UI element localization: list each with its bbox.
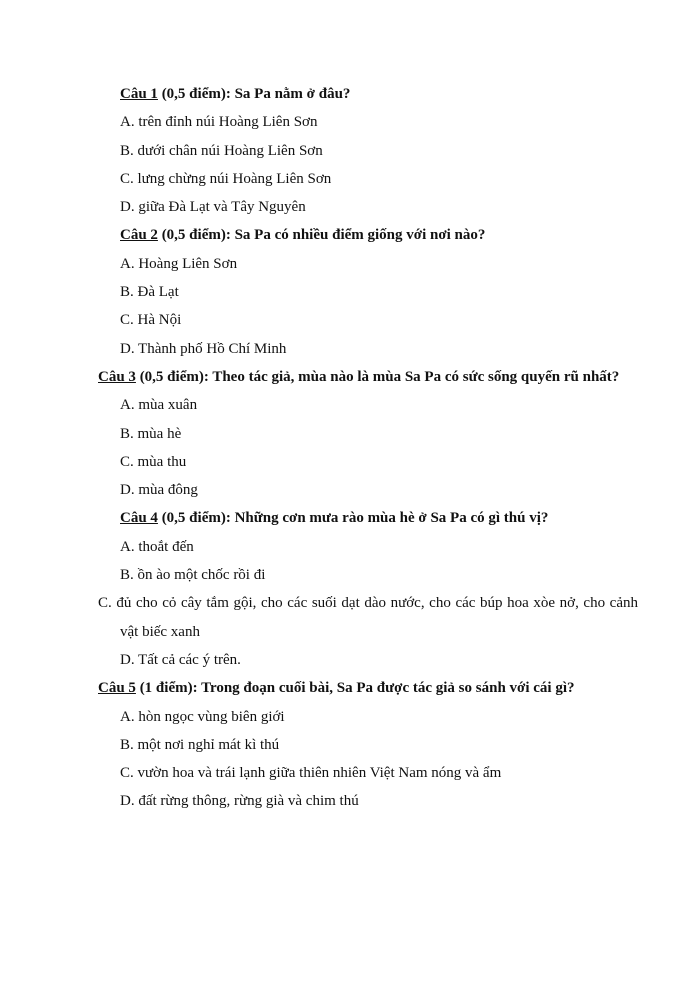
question-1-option-c: C. lưng chừng núi Hoàng Liên Sơn (120, 170, 332, 187)
question-3-option-a: A. mùa xuân (120, 397, 198, 414)
question-3-text: (0,5 điểm): Theo tác giả, mùa nào là mùa Sa Pa có sức sống quyến rũ nhất? (135, 368, 620, 385)
question-3-option-c: C. mùa thu (120, 453, 187, 470)
question-5-label: Câu 5 (98, 680, 136, 697)
question-4-text: (0,5 điểm): Những cơn mưa rào mùa hè ở Sa Pa có gì thú vị? (157, 510, 549, 527)
question-2-option-c: C. Hà Nội (120, 312, 182, 329)
question-3-label: Câu 3 (98, 368, 136, 385)
question-1-label: Câu 1 (120, 86, 158, 102)
question-4-option-b: B. ồn ào một chốc rồi đi (120, 567, 266, 584)
question-5-option-b: B. một nơi nghỉ mát kì thú (120, 736, 280, 753)
question-4-label: Câu 4 (120, 510, 158, 527)
question-1-text: (0,5 điểm): Sa Pa nằm ở đâu? (157, 86, 351, 102)
question-5-title (76, 674, 682, 702)
quiz-content (98, 80, 638, 816)
question-5-option-d: D. đất rừng thông, rừng già và chim thú (120, 793, 359, 810)
question-2-label: Câu 2 (120, 227, 158, 244)
question-2-option-d: D. Thành phố Hồ Chí Minh (120, 340, 287, 357)
question-1-option-a: A. trên đỉnh núi Hoàng Liên Sơn (120, 114, 318, 131)
question-2-option-a: A. Hoàng Liên Sơn (120, 255, 238, 272)
question-3-title (76, 363, 682, 391)
question-5-text: (1 điểm): Trong đoạn cuối bài, Sa Pa được tác giả so sánh với cái gì? (135, 680, 575, 697)
question-4-title (98, 504, 638, 532)
question-2-title (98, 221, 638, 249)
question-3-option-b: B. mùa hè (120, 425, 182, 442)
question-1-option-b: B. dưới chân núi Hoàng Liên Sơn (120, 142, 323, 159)
question-2-option-b: B. Đà Lạt (120, 284, 179, 301)
question-4-option-a: A. thoắt đến (120, 538, 194, 555)
question-4-option-c: C. đủ cho cỏ cây tắm gội, cho các suối dạt dào nước, cho các búp hoa xòe nở, cho cảnh vật biếc xanh (98, 595, 638, 640)
question-5-option-c: C. vườn hoa và trái lạnh giữa thiên nhiên Việt Nam nóng và ẩm (120, 765, 502, 782)
question-3-option-d: D. mùa đông (120, 482, 198, 499)
question-2-text: (0,5 điểm): Sa Pa có nhiều điểm giống với nơi nào? (157, 227, 486, 244)
question-1-option-d: D. giữa Đà Lạt và Tây Nguyên (120, 199, 306, 216)
question-5-option-a: A. hòn ngọc vùng biên giới (120, 708, 285, 725)
question-4-option-d: D. Tất cả các ý trên. (120, 651, 241, 668)
question-1-title (98, 80, 638, 108)
